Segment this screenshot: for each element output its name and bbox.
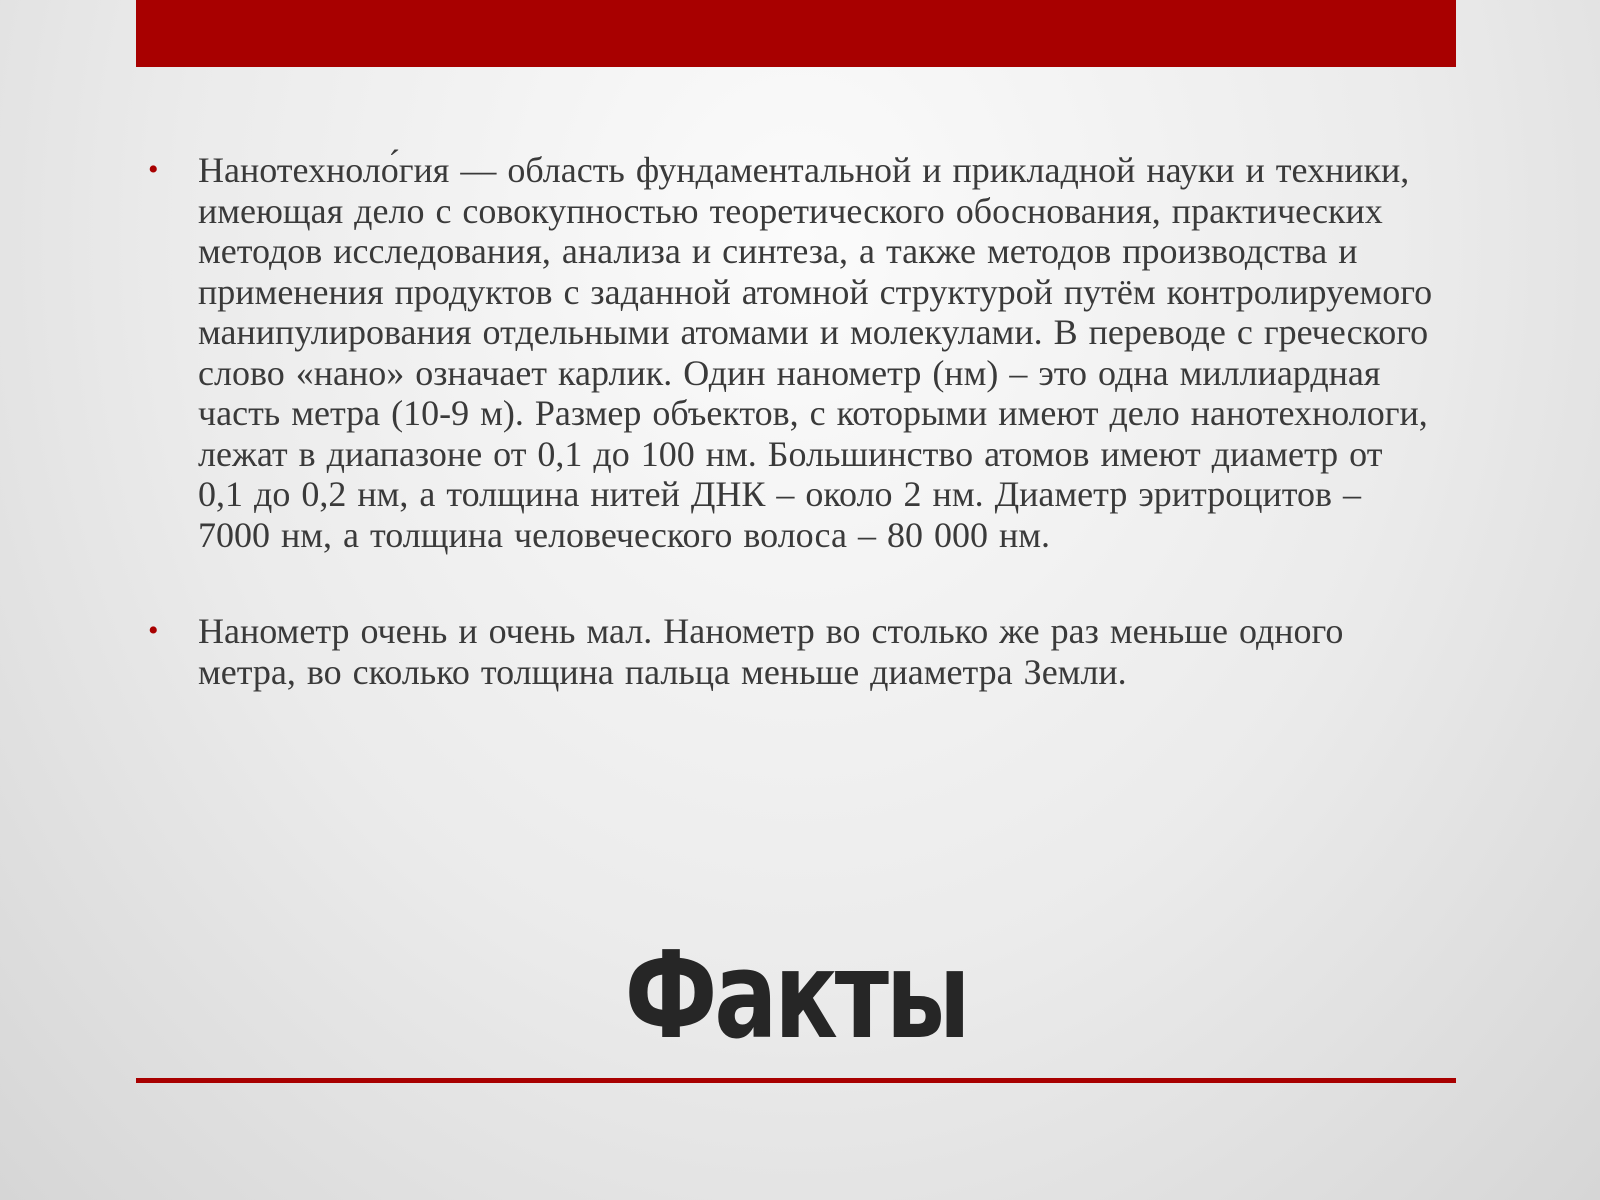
slide-body [136, 150, 1456, 692]
title-underline [136, 1078, 1456, 1083]
slide-title: Факты [624, 927, 968, 1066]
bullet-item-definition [136, 150, 1456, 555]
bullet-text: Нанотехноло́гия — область фундаментальной и прикладной науки и техники, имеющая дело с совокупностью теоретического обоснования, практических методов исследования, анализа и синтеза, а также методов производства и применения продуктов с заданной атомной структурой путём контролируемого манипулирования отдельными атомами и молекулами. В переводе с греческого слово «нано» означает карлик. Один нанометр (нм) – это одна миллиардная часть метра (10-9 м). Размер объектов, с которыми имеют дело нанотехнологи, лежат в диапазоне от 0,1 до 100 нм. Большинство атомов имеют диаметр от 0,1 до 0,2 нм, а толщина нитей ДНК – около 2 нм. Диаметр эритроцитов – 7000 нм, а толщина человеческого волоса – 80 000 нм. [198, 150, 1433, 555]
bullet-icon: • [148, 153, 159, 186]
bullet-text: Нанометр очень и очень мал. Нанометр во столько же раз меньше одного метра, во сколько толщина пальца меньше диаметра Земли. [198, 611, 1344, 692]
top-accent-bar [136, 0, 1456, 67]
bullet-item-comparison [136, 611, 1456, 692]
bullet-icon: • [148, 614, 159, 647]
